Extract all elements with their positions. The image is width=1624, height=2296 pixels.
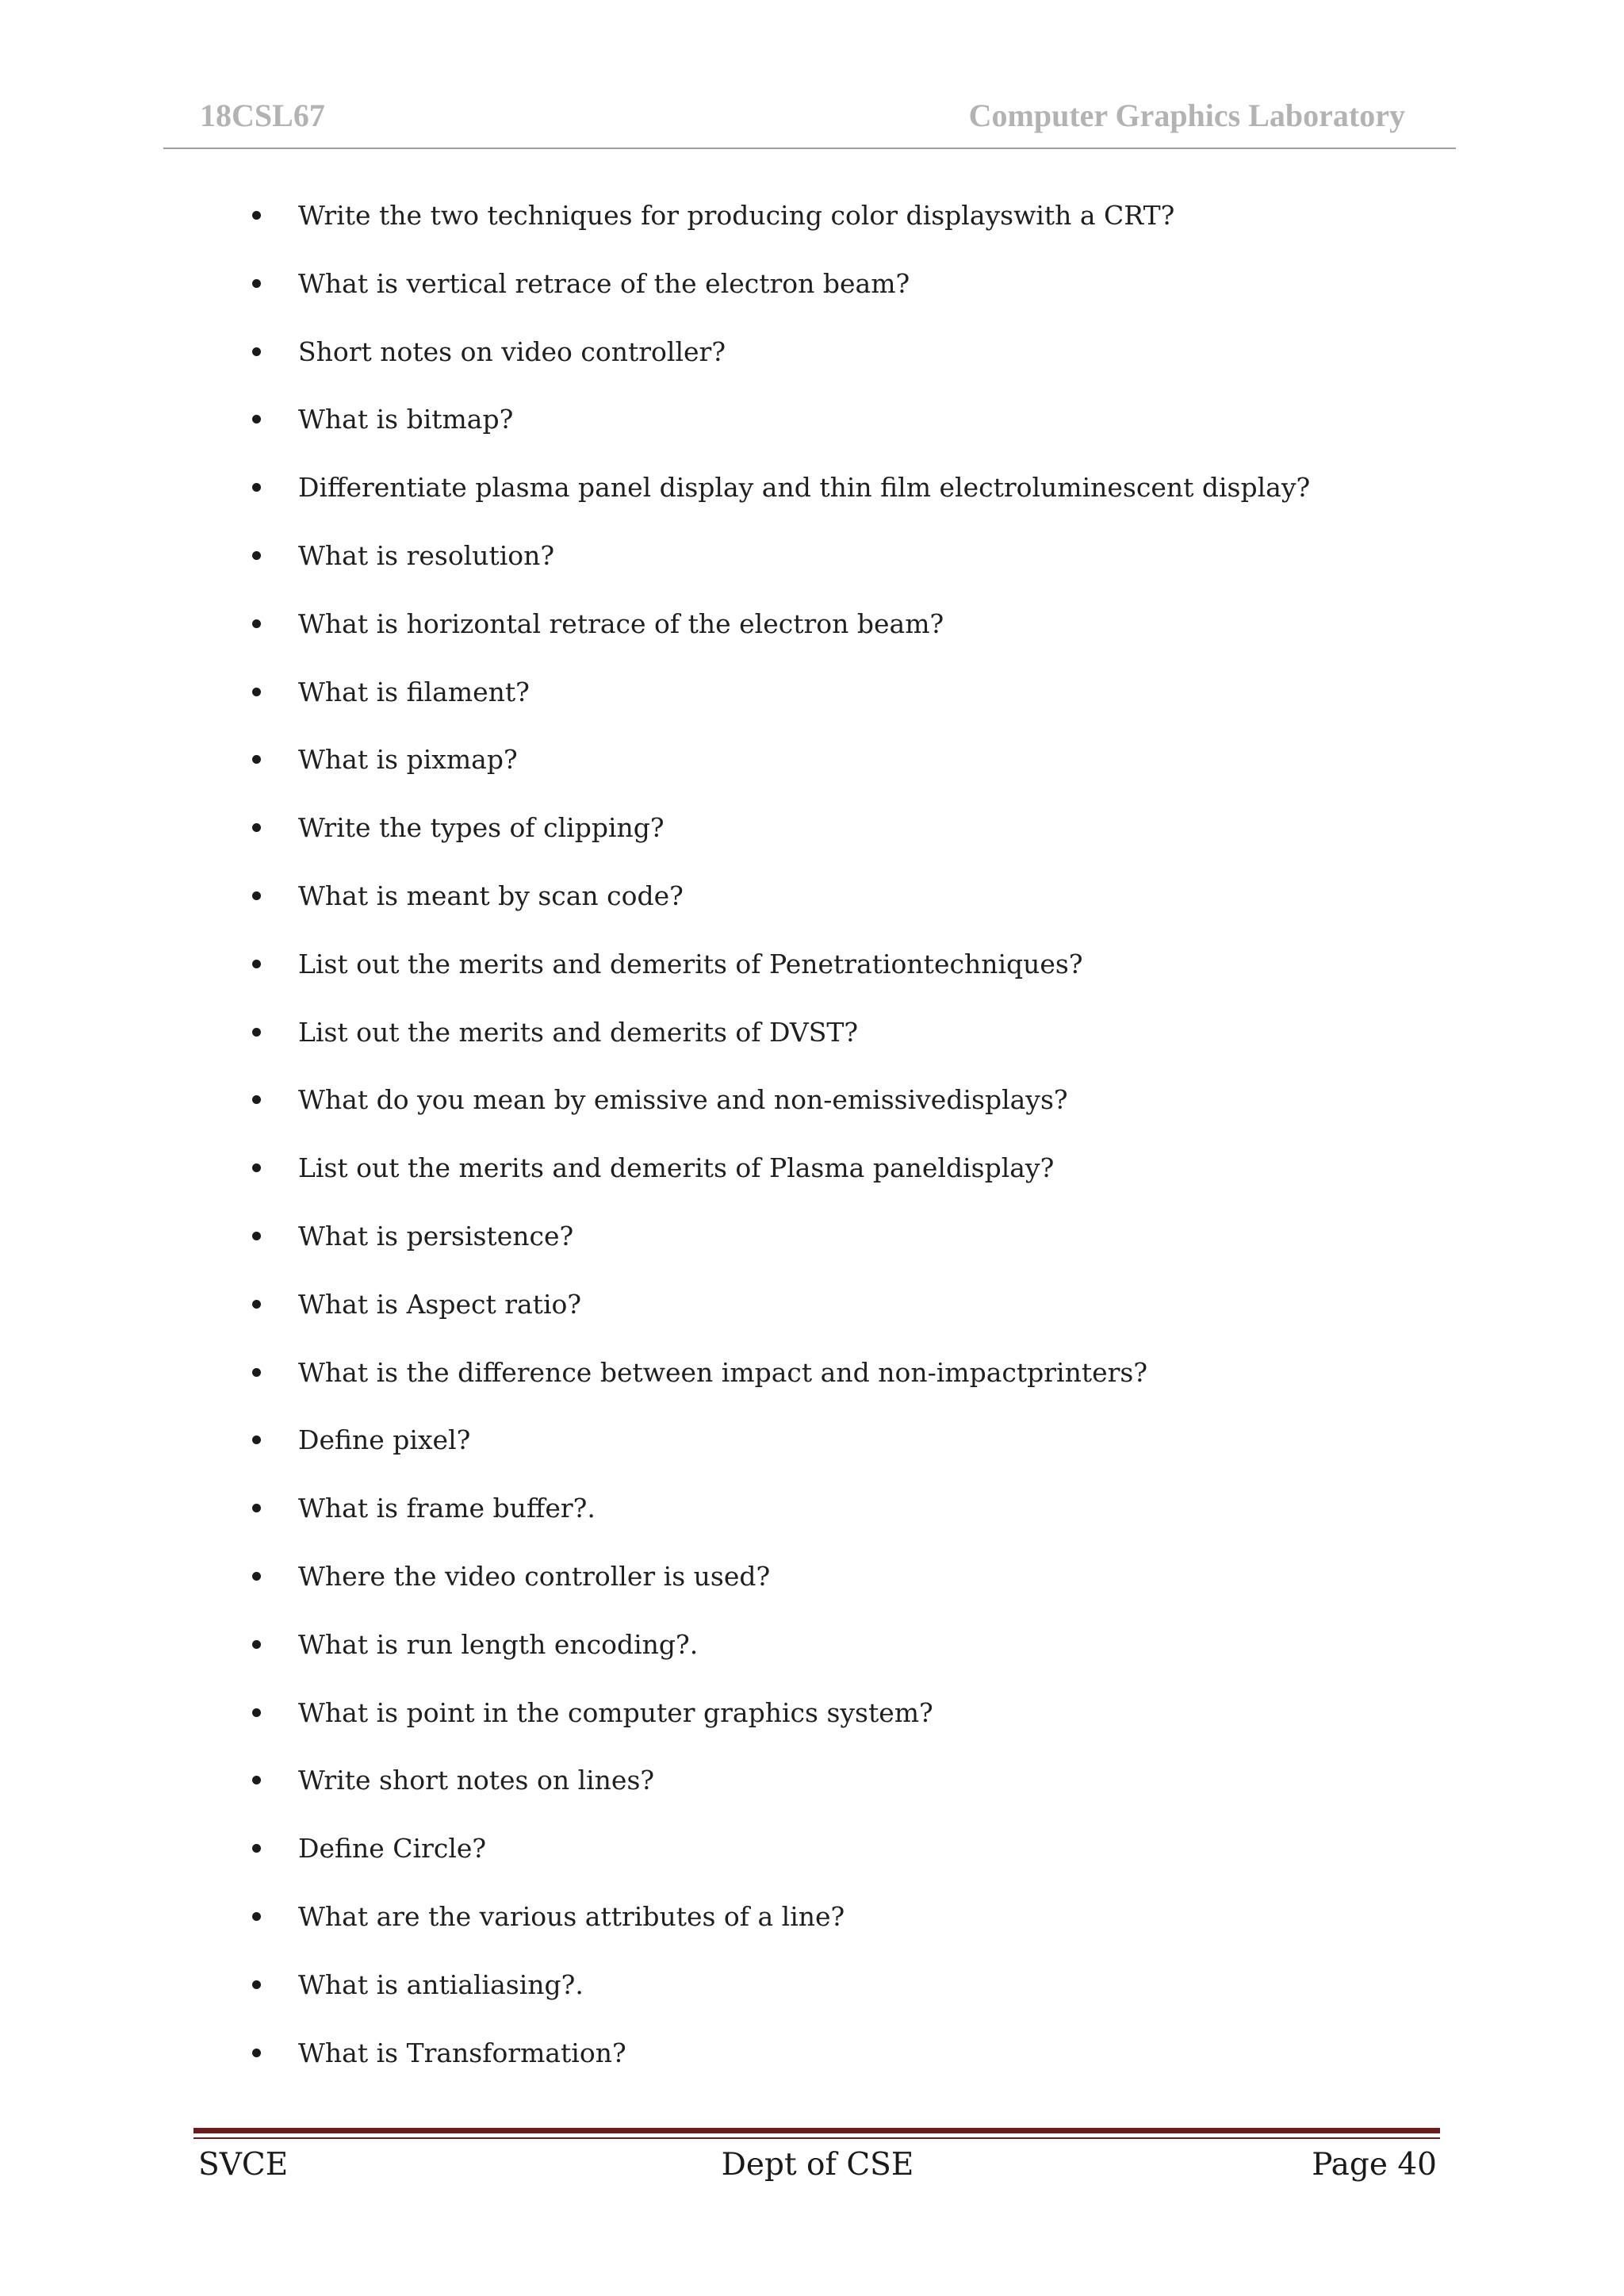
bullet-icon: [252, 1232, 261, 1240]
question-text: Write the types of clipping?: [298, 812, 665, 844]
list-item: [244, 1898, 1434, 1966]
list-item: [244, 1081, 1434, 1149]
bullet-icon: [252, 1708, 261, 1717]
bullet-icon: [252, 688, 261, 696]
bullet-icon: [252, 1640, 261, 1649]
list-item: [244, 1354, 1434, 1422]
bullet-icon: [252, 1572, 261, 1581]
footer-department: Dept of CSE: [721, 2147, 914, 2183]
list-item: [244, 333, 1434, 401]
list-item: [244, 1761, 1434, 1830]
list-item: [244, 673, 1434, 742]
question-text: What is the difference between impact and non-impactprinters?: [298, 1356, 1148, 1388]
list-item: [244, 1558, 1434, 1626]
list-item: [244, 809, 1434, 877]
list-item: [244, 877, 1434, 945]
list-item: [244, 741, 1434, 809]
question-text: What is bitmap?: [298, 404, 514, 435]
question-text: What are the various attributes of a line?: [298, 1900, 845, 1932]
question-text: What is vertical retrace of the electron beam?: [298, 267, 910, 299]
bullet-icon: [252, 1368, 261, 1377]
bullet-icon: [252, 1435, 261, 1444]
question-text: What is point in the computer graphics system?: [298, 1696, 933, 1728]
bullet-icon: [252, 1844, 261, 1853]
list-item: [244, 1149, 1434, 1217]
list-item: [244, 537, 1434, 605]
bullet-icon: [252, 1980, 261, 1989]
header-divider: [163, 148, 1456, 149]
bullet-icon: [252, 1912, 261, 1921]
bullet-icon: [252, 619, 261, 628]
bullet-icon: [252, 279, 261, 288]
list-item: [244, 1421, 1434, 1489]
list-item: [244, 605, 1434, 673]
question-text: What is resolution?: [298, 539, 555, 571]
list-item: [244, 1830, 1434, 1898]
bullet-icon: [252, 347, 261, 356]
page-footer: [198, 2141, 1437, 2189]
question-text: What do you mean by emissive and non-emissivedisplays?: [298, 1084, 1068, 1116]
question-text: What is filament?: [298, 676, 530, 707]
bullet-icon: [252, 1028, 261, 1037]
footer-institution: SVCE: [198, 2147, 289, 2183]
question-list: [244, 197, 1434, 2102]
bullet-icon: [252, 483, 261, 492]
bullet-icon: [252, 960, 261, 968]
question-text: List out the merits and demerits of Penetrationtechniques?: [298, 948, 1083, 979]
course-code: 18CSL67: [200, 98, 325, 133]
bullet-icon: [252, 823, 261, 832]
question-text: Define pixel?: [298, 1424, 471, 1456]
list-item: [244, 1014, 1434, 1082]
list-item: [244, 1286, 1434, 1354]
question-text: Short notes on video controller?: [298, 335, 726, 367]
question-text: Write the two techniques for producing color displayswith a CRT?: [298, 200, 1175, 231]
question-text: Write short notes on lines?: [298, 1765, 655, 1796]
question-text: What is frame buffer?.: [298, 1493, 596, 1524]
bullet-icon: [252, 1163, 261, 1172]
question-text: Where the video controller is used?: [298, 1560, 771, 1592]
page-header: [163, 92, 1456, 149]
list-item: [244, 1966, 1434, 2034]
question-text: What is Aspect ratio?: [298, 1288, 582, 1320]
bullet-icon: [252, 415, 261, 424]
bullet-icon: [252, 891, 261, 900]
list-item: [244, 469, 1434, 537]
bullet-icon: [252, 551, 261, 560]
list-item: [244, 197, 1434, 265]
list-item: [244, 1489, 1434, 1558]
bullet-icon: [252, 1776, 261, 1784]
bullet-icon: [252, 1504, 261, 1512]
question-text: What is persistence?: [298, 1220, 574, 1251]
list-item: [244, 1217, 1434, 1286]
page-number: Page 40: [1312, 2147, 1437, 2183]
list-item: [244, 401, 1434, 469]
question-text: Differentiate plasma panel display and thin film electroluminescent display?: [298, 472, 1311, 504]
question-text: List out the merits and demerits of Plasma paneldisplay?: [298, 1152, 1055, 1184]
list-item: [244, 945, 1434, 1014]
question-text: What is meant by scan code?: [298, 880, 684, 911]
question-text: Define Circle?: [298, 1833, 487, 1865]
bullet-icon: [252, 755, 261, 764]
question-text: List out the merits and demerits of DVST?: [298, 1016, 859, 1048]
question-text: What is pixmap?: [298, 744, 518, 776]
question-text: What is run length encoding?.: [298, 1628, 699, 1660]
list-item: [244, 1694, 1434, 1762]
bullet-icon: [252, 1095, 261, 1104]
list-item: [244, 1626, 1434, 1694]
list-item: [244, 2034, 1434, 2102]
bullet-icon: [252, 1300, 261, 1309]
bullet-icon: [252, 211, 261, 220]
header-title: Computer Graphics Laboratory: [968, 98, 1405, 133]
footer-divider-thin: [193, 2137, 1440, 2139]
question-text: What is antialiasing?.: [298, 1968, 584, 2000]
question-text: What is Transformation?: [298, 2037, 626, 2068]
question-text: What is horizontal retrace of the electron beam?: [298, 608, 944, 639]
footer-divider-thick: [193, 2128, 1440, 2133]
bullet-icon: [252, 2049, 261, 2057]
list-item: [244, 265, 1434, 333]
